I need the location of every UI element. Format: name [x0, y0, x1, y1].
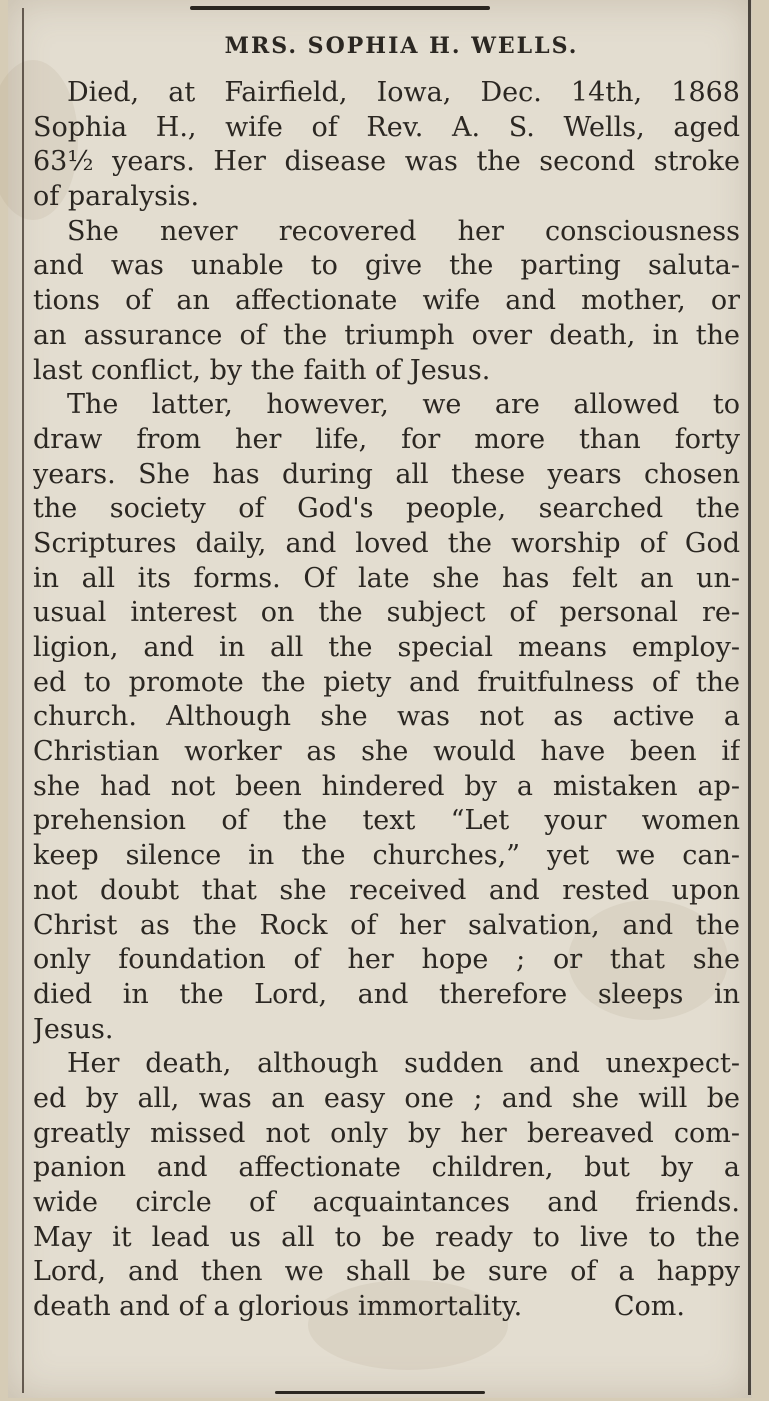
text-line: not doubt that she received and rested upon	[33, 874, 740, 906]
text-line: Jesus.	[33, 1013, 114, 1045]
text-line: the society of God's people, searched the	[33, 493, 740, 525]
top-rule	[190, 6, 490, 10]
text-line: ed by all, was an easy one ; and she will be	[33, 1082, 740, 1114]
text-line: of paralysis.	[33, 181, 200, 213]
text-line: Christ as the Rock of her salvation, and the	[33, 909, 740, 941]
text-line: Her death, although sudden and unexpect-	[67, 1048, 740, 1080]
text-line: church. Although she was not as active a	[33, 701, 740, 733]
text-line: ed to promote the piety and fruitfulness of the	[33, 666, 740, 698]
text-line: in all its forms. Of late she has felt an un-	[33, 562, 740, 594]
text-line: last conflict, by the faith of Jesus.	[33, 354, 491, 386]
text-line: draw from her life, for more than forty	[33, 423, 740, 455]
text-line: years. She has during all these years chosen	[33, 458, 740, 490]
text-line: tions of an affectionate wife and mother, or	[33, 285, 740, 317]
text-line: an assurance of the triumph over death, in the	[33, 319, 740, 351]
text-line: died in the Lord, and therefore sleeps in	[33, 978, 740, 1010]
text-line: Lord, and then we shall be sure of a happy	[33, 1256, 740, 1288]
final-line-text: death and of a glorious immortality.	[33, 1291, 523, 1323]
signature: Com.	[613, 1291, 685, 1323]
text-line: wide circle of acquaintances and friends.	[33, 1187, 740, 1218]
text-line: She never recovered her consciousness	[67, 215, 740, 247]
text-line: May it lead us all to be ready to live to the	[33, 1221, 740, 1253]
text-line: Scriptures daily, and loved the worship of God	[33, 527, 740, 559]
bottom-rule	[275, 1391, 485, 1394]
text-line: she had not been hindered by a mistaken ap-	[33, 770, 740, 802]
text-line: The latter, however, we are allowed to	[67, 389, 740, 421]
text-line: panion and affectionate children, but by a	[33, 1152, 740, 1184]
column-rule-left	[22, 8, 24, 1393]
text-line: prehension of the text “Let your women	[33, 805, 740, 837]
text-line	[33, 1290, 740, 1325]
text-line: keep silence in the churches,” yet we can-	[33, 840, 740, 872]
text-line: Sophia H., wife of Rev. A. S. Wells, aged	[33, 111, 740, 143]
text-line: usual interest on the subject of personal re-	[33, 597, 740, 629]
text-line: ligion, and in all the special means employ-	[33, 632, 740, 663]
text-line: greatly missed not only by her bereaved com-	[33, 1117, 740, 1149]
text-line: Died, at Fairfield, Iowa, Dec. 14th, 1868	[67, 77, 740, 108]
text-line: 63½ years. Her disease was the second stroke	[33, 146, 740, 178]
text-line: and was unable to give the parting saluta-	[33, 250, 740, 282]
column-rule-right	[748, 0, 751, 1395]
article-headline: MRS. SOPHIA H. WELLS.	[224, 33, 579, 59]
text-line: Christian worker as she would have been if	[33, 736, 740, 768]
text-line: only foundation of her hope ; or that she	[33, 944, 740, 976]
article-body	[33, 24, 740, 1325]
